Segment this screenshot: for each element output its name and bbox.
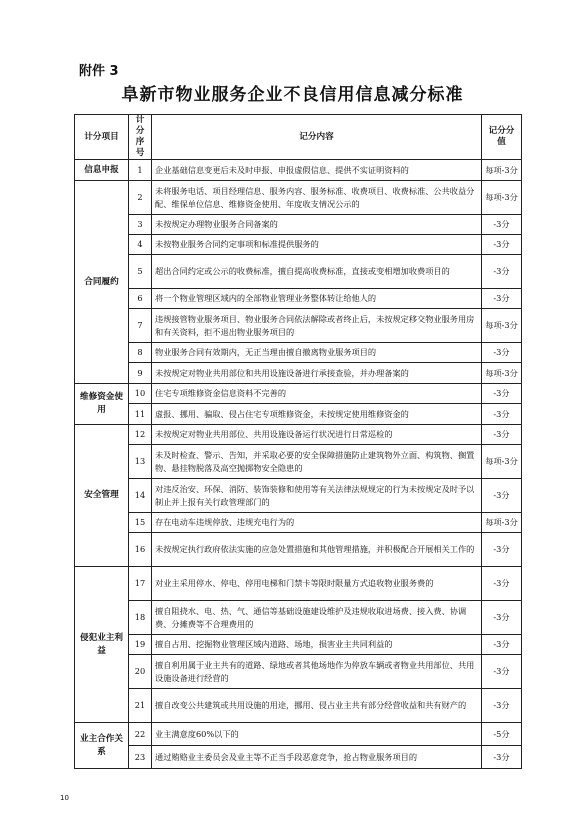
row-score: -3分 (482, 255, 522, 289)
category-cell: 安全管理 (75, 425, 129, 567)
row-score: -3分 (482, 655, 522, 689)
row-score: 每项-3分 (482, 513, 522, 533)
row-number: 9 (129, 363, 152, 384)
row-number: 11 (129, 404, 152, 425)
table-row (75, 343, 522, 363)
row-number: 13 (129, 445, 152, 479)
row-content: 对业主采用停水、停电、停用电梯和门禁卡等限时限量方式追收物业服务费的 (152, 567, 482, 601)
table-body (75, 160, 522, 769)
row-number: 23 (129, 746, 152, 769)
row-number: 6 (129, 289, 152, 309)
header-category: 计分项目 (75, 115, 129, 160)
row-number: 10 (129, 384, 152, 404)
table-row (75, 309, 522, 343)
row-number: 15 (129, 513, 152, 533)
attachment-label: 附件 3 (79, 64, 119, 79)
table-row (75, 567, 522, 601)
row-content: 擅自利用属于业主共有的道路、绿地或者其他场地作为停放车辆或者物业共用部位、共用设施设备进行经营的 (152, 655, 482, 689)
table-row (75, 533, 522, 567)
row-content: 未按规定对物业共用部位和共用设施设备进行承接查验，并办理备案的 (152, 363, 482, 384)
table-row (75, 746, 522, 769)
row-content: 超出合同约定或公示的收费标准，擅自提高收费标准，直接或变相增加收费项目的 (152, 255, 482, 289)
row-content: 虚报、挪用、骗取、侵占住宅专项维修资金，未按规定使用维修资金的 (152, 404, 482, 425)
deduction-standards-table (74, 114, 522, 769)
row-score: -3分 (482, 289, 522, 309)
table-row (75, 384, 522, 404)
category-cell: 业主合作关系 (75, 723, 129, 769)
table-row (75, 215, 522, 235)
row-score: -3分 (482, 601, 522, 635)
table-row (75, 689, 522, 723)
row-content: 擅自占用、挖掘物业管理区域内道路、场地，损害业主共同利益的 (152, 635, 482, 655)
row-score: 每项-3分 (482, 363, 522, 384)
row-score: -3分 (482, 404, 522, 425)
table-row (75, 601, 522, 635)
table-row (75, 255, 522, 289)
row-content: 住宅专项维修资金信息资料不完善的 (152, 384, 482, 404)
row-number: 1 (129, 160, 152, 181)
table-row (75, 723, 522, 746)
row-number: 5 (129, 255, 152, 289)
row-content: 未按规定对物业共用部位、共用设施设备运行状况进行日常巡检的 (152, 425, 482, 445)
row-score: -3分 (482, 384, 522, 404)
row-number: 7 (129, 309, 152, 343)
table-row (75, 289, 522, 309)
row-score: 每项-3分 (482, 445, 522, 479)
table-row (75, 425, 522, 445)
row-content: 对违反治安、环保、消防、装饰装修和使用等有关法律法规规定的行为未按规定及时予以制止并上报有关行政管理部门的 (152, 479, 482, 513)
row-content: 存在电动车违规停放、违规充电行为的 (152, 513, 482, 533)
table-row (75, 363, 522, 384)
row-score: 每项-3分 (482, 309, 522, 343)
table-row (75, 655, 522, 689)
page-title: 阜新市物业服务企业不良信用信息减分标准 (121, 85, 464, 105)
row-number: 14 (129, 479, 152, 513)
page-number: 10 (60, 794, 69, 802)
row-content: 未按规定执行政府依法实施的应急处置措施和其他管理措施，并积极配合开展相关工作的 (152, 533, 482, 567)
row-score: -3分 (482, 689, 522, 723)
row-score: -3分 (482, 425, 522, 445)
header-number: 计分序号 (129, 115, 152, 160)
row-content: 擅自阻挠水、电、热、气、通信等基础设施建设维护及违规收取进场费、接入费、协调费、分摊费等不合理费用的 (152, 601, 482, 635)
category-cell: 合同履约 (75, 181, 129, 384)
row-content: 未按规定办理物业服务合同备案的 (152, 215, 482, 235)
row-content: 未及时检查、警示、告知，并采取必要的安全保障措施防止建筑物外立面、构筑物、搁置物、悬挂物脱落及高空抛掷物安全隐患的 (152, 445, 482, 479)
row-score: -3分 (482, 567, 522, 601)
table-row (75, 404, 522, 425)
row-score: 每项-3分 (482, 160, 522, 181)
header-content: 记分内容 (152, 115, 482, 160)
row-number: 16 (129, 533, 152, 567)
row-score: -3分 (482, 533, 522, 567)
row-score: -3分 (482, 215, 522, 235)
row-content: 未按物业服务合同约定事项和标准提供服务的 (152, 235, 482, 255)
row-content: 未将服务电话、项目经理信息、服务内容、服务标准、收费项目、收费标准、公共收益分配、维保单位信息、维修资金使用、年度收支情况公示的 (152, 181, 482, 215)
category-cell: 信息申报 (75, 160, 129, 181)
row-number: 18 (129, 601, 152, 635)
row-score: -3分 (482, 235, 522, 255)
row-content: 企业基础信息变更后未及时申报、申报虚假信息、提供不实证明资料的 (152, 160, 482, 181)
row-content: 通过贿赂业主委员会及业主等不正当手段恶意竞争，抢占物业服务项目的 (152, 746, 482, 769)
row-content: 将一个物业管理区域内的全部物业管理业务整体转让给他人的 (152, 289, 482, 309)
row-number: 3 (129, 215, 152, 235)
table-row (75, 513, 522, 533)
table-row (75, 635, 522, 655)
row-score: -3分 (482, 635, 522, 655)
table-row (75, 181, 522, 215)
row-content: 违规接管物业服务项目、物业服务合同依法解除或者终止后，未按规定移交物业服务用房和有关资料，拒不退出物业服务项目的 (152, 309, 482, 343)
table-row (75, 235, 522, 255)
row-number: 2 (129, 181, 152, 215)
row-content: 业主满意度60%以下的 (152, 723, 482, 746)
row-content: 物业服务合同有效期内，无正当理由擅自撤离物业服务项目的 (152, 343, 482, 363)
row-score: -3分 (482, 479, 522, 513)
row-number: 12 (129, 425, 152, 445)
row-number: 20 (129, 655, 152, 689)
row-number: 19 (129, 635, 152, 655)
row-number: 22 (129, 723, 152, 746)
table-row (75, 445, 522, 479)
row-score: -3分 (482, 343, 522, 363)
row-number: 4 (129, 235, 152, 255)
row-number: 21 (129, 689, 152, 723)
row-score: 每项-3分 (482, 181, 522, 215)
row-number: 17 (129, 567, 152, 601)
header-score: 记分分值 (482, 115, 522, 160)
row-number: 8 (129, 343, 152, 363)
category-cell: 侵犯业主利益 (75, 567, 129, 723)
row-score: -3分 (482, 746, 522, 769)
category-cell: 维修资金使用 (75, 384, 129, 425)
row-score: -5分 (482, 723, 522, 746)
table-row (75, 160, 522, 181)
table-header-row (75, 115, 522, 160)
row-content: 擅自改变公共建筑或共用设施的用途，挪用、侵占业主共有部分经营收益和共有财产的 (152, 689, 482, 723)
table-row (75, 479, 522, 513)
